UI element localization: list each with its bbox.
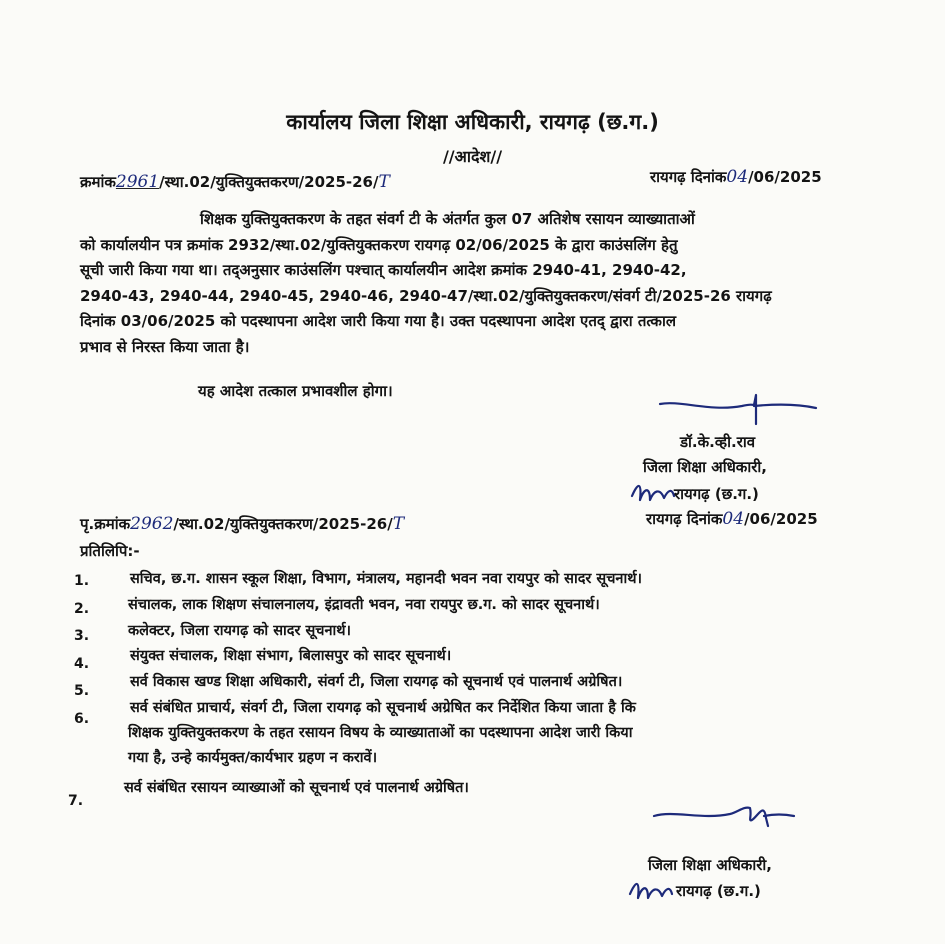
endorsement-date-rest: /06/2025 bbox=[744, 510, 818, 528]
list-item: सर्व विकास खण्ड शिक्षा अधिकारी, संवर्ग टी, जिला रायगढ़ को सूचनार्थ एवं पालनार्थ अग्रेषित। bbox=[130, 674, 623, 690]
order-date-rest: /06/2025 bbox=[748, 168, 822, 186]
endorsement-date-label: रायगढ़ दिनांक bbox=[646, 510, 723, 528]
endorsement-suffix-handwritten: T bbox=[392, 514, 405, 534]
list-item: सचिव, छ.ग. शासन स्कूल शिक्षा, विभाग, मंत्रालय, महानदी भवन नवा रायपुर को सादर सूचनार्थ। bbox=[130, 571, 642, 587]
signatory-designation: जिला शिक्षा अधिकारी, bbox=[643, 458, 767, 476]
body-line: को कार्यालयीन पत्र क्रमांक 2932/स्था.02/युक्तियुक्तकरण रायगढ़ 02/06/2025 के द्वारा काउंसलिंग हेतु bbox=[80, 235, 678, 254]
initials-mark-2 bbox=[626, 876, 676, 904]
list-number: 6. bbox=[74, 711, 90, 727]
endorsement-suffix: /स्था.02/युक्तियुक्तकरण/2025-26/ bbox=[173, 515, 393, 533]
signatory-place-2: रायगढ़ (छ.ग.) bbox=[676, 882, 761, 900]
list-number: 3. bbox=[74, 628, 90, 644]
order-date-handwritten: 04 bbox=[726, 167, 749, 187]
endorsement-number: 2962 bbox=[130, 514, 174, 534]
endorsement-date-handwritten: 04 bbox=[722, 509, 745, 529]
body-line: सूची जारी किया गया था। तद्अनुसार काउंसलिंग पश्चात् कार्यालयीन आदेश क्रमांक 2940-41, 2940-42, bbox=[80, 261, 687, 279]
body-line: 2940-43, 2940-44, 2940-45, 2940-46, 2940-47/स्था.02/युक्तियुक्तकरण/संवर्ग टी/2025-26 रायगढ़ bbox=[80, 286, 772, 305]
order-body bbox=[80, 207, 865, 360]
list-item: संचालक, लाक शिक्षण संचालनालय, इंद्रावती भवन, नवा रायपुर छ.ग. को सादर सूचनार्थ। bbox=[128, 597, 600, 613]
signatory-name: डॉ.के.व्ही.राव bbox=[680, 433, 756, 451]
signatory-designation-2: जिला शिक्षा अधिकारी, bbox=[648, 856, 772, 874]
initials-mark-1 bbox=[628, 478, 678, 506]
order-ref-suffix: /स्था.02/युक्तियुक्तकरण/2025-26/ bbox=[159, 173, 379, 191]
body-line: प्रभाव से निरस्त किया जाता है। bbox=[80, 337, 250, 356]
list-item: शिक्षक युक्तियुक्तकरण के तहत रसायन विषय के व्याख्याताओं का पदस्थापना आदेश जारी किया bbox=[128, 725, 633, 741]
list-number: 4. bbox=[74, 656, 90, 672]
list-number: 7. bbox=[68, 793, 84, 809]
signatory-place: रायगढ़ (छ.ग.) bbox=[674, 485, 759, 503]
list-item: संयुक्त संचालक, शिक्षा संभाग, बिलासपुर को सादर सूचनार्थ। bbox=[130, 648, 452, 664]
body-line: दिनांक 03/06/2025 को पदस्थापना आदेश जारी किया गया है। उक्त पदस्थापना आदेश एतद् द्वारा तत्काल bbox=[80, 312, 677, 330]
order-date bbox=[650, 167, 822, 187]
list-item: सर्व संबंधित रसायन व्याख्याओं को सूचनार्थ एवं पालनार्थ अग्रेषित। bbox=[124, 780, 469, 796]
effect-note: यह आदेश तत्काल प्रभावशील होगा। bbox=[198, 382, 393, 400]
order-date-label: रायगढ़ दिनांक bbox=[650, 168, 727, 186]
order-ref-suffix-handwritten: T bbox=[378, 172, 390, 192]
order-reference bbox=[80, 172, 390, 192]
endorsement-date bbox=[646, 509, 818, 529]
officer-signature-1 bbox=[650, 390, 820, 430]
office-title: कार्यालय जिला शिक्षा अधिकारी, रायगढ़ (छ.ग.) bbox=[286, 110, 659, 134]
officer-signature-2 bbox=[648, 796, 798, 832]
endorsement-reference bbox=[80, 514, 404, 534]
endorsement-label: पृ.क्रमांक bbox=[80, 515, 131, 533]
order-ref-number: 2961 bbox=[115, 172, 160, 192]
list-number: 2. bbox=[74, 601, 90, 617]
body-line: शिक्षक युक्तियुक्तकरण के तहत संवर्ग टी के अंतर्गत कुल 07 अतिशेष रसायन व्याख्याताओं bbox=[200, 210, 695, 228]
list-item: गया है, उन्हे कार्यमुक्त/कार्यभार ग्रहण न करावें। bbox=[128, 750, 378, 766]
order-heading: //आदेश// bbox=[442, 147, 503, 166]
order-ref-label: क्रमांक bbox=[80, 173, 116, 191]
list-number: 1. bbox=[74, 573, 90, 589]
copy-heading: प्रतिलिपि:- bbox=[80, 542, 140, 560]
list-item: सर्व संबंधित प्राचार्य, संवर्ग टी, जिला रायगढ़ को सूचनार्थ अग्रेषित कर निर्देशित किया जाता है कि bbox=[130, 700, 636, 716]
list-number: 5. bbox=[74, 683, 90, 699]
list-item: कलेक्टर, जिला रायगढ़ को सादर सूचनार्थ। bbox=[128, 623, 352, 639]
